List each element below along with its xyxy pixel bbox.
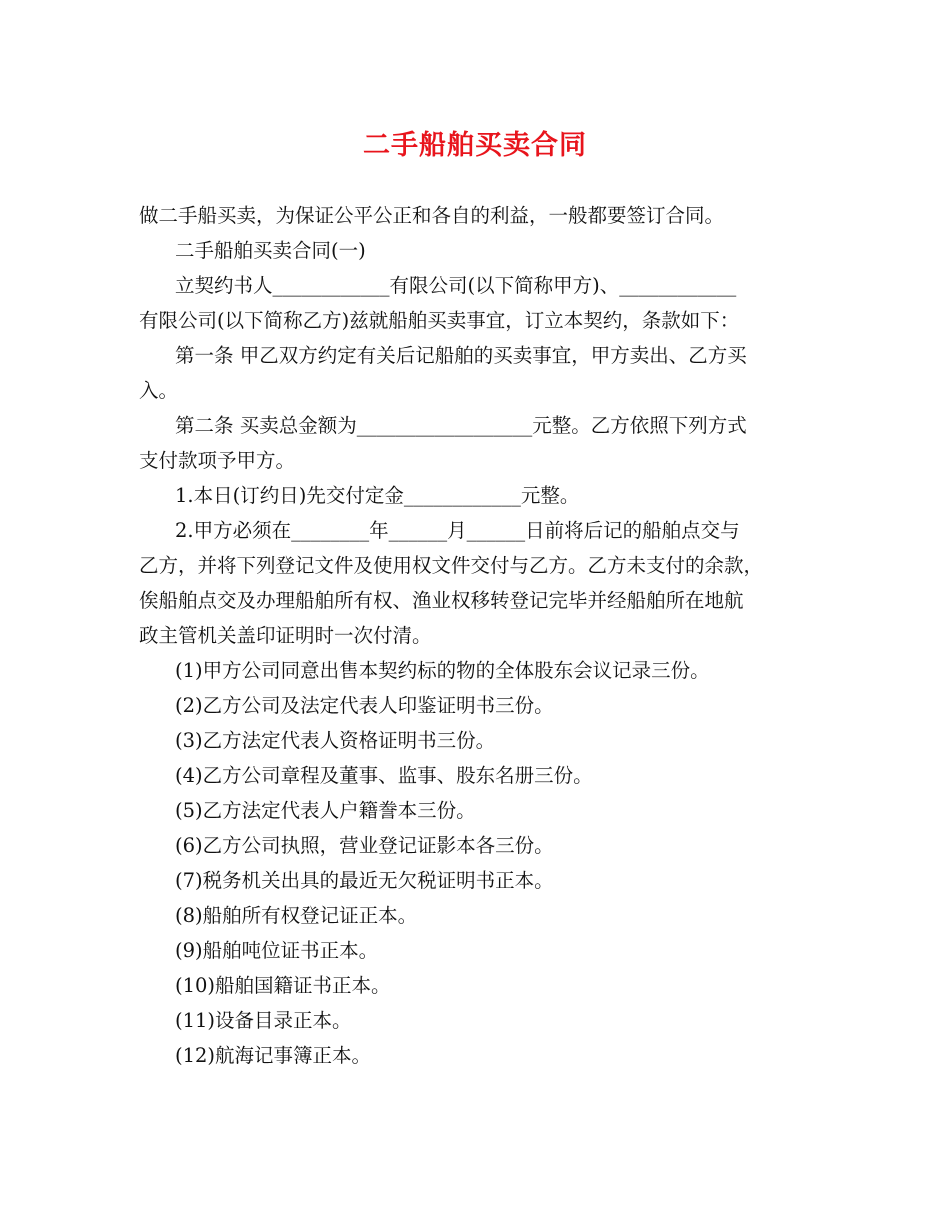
paragraph-line: (6)乙方公司执照，营业登记证影本各三份。: [175, 834, 554, 857]
paragraph-line: (7)税务机关出具的最近无欠税证明书正本。: [175, 869, 554, 892]
paragraph-line: 乙方，并将下列登记文件及使用权文件交付与乙方。乙方未支付的余款，: [139, 554, 764, 577]
paragraph-line: (4)乙方公司章程及董事、监事、股东名册三份。: [175, 764, 593, 787]
document-body: [139, 198, 819, 1073]
paragraph-line: (10)船舶国籍证书正本。: [175, 974, 391, 997]
paragraph-line: (8)船舶所有权登记证正本。: [175, 904, 418, 927]
paragraph-line: (11)设备目录正本。: [175, 1009, 352, 1032]
paragraph-line: 二手船舶买卖合同(一): [175, 239, 366, 262]
paragraph-line: 政主管机关盖印证明时一次付清。: [139, 624, 432, 647]
paragraph-line: (3)乙方法定代表人资格证明书三份。: [175, 729, 496, 752]
document-title: 二手船舶买卖合同: [363, 130, 587, 161]
paragraph-line: (1)甲方公司同意出售本契约标的物的全体股东会议记录三份。: [175, 659, 710, 682]
paragraph-line: 支付款项予甲方。: [139, 449, 296, 472]
paragraph-line: 做二手船买卖，为保证公平公正和各自的利益，一般都要签订合同。: [139, 204, 725, 227]
paragraph-line: (2)乙方公司及法定代表人印鉴证明书三份。: [175, 694, 554, 717]
paragraph-line: 第二条 买卖总金额为__________________元整。乙方依照下列方式: [175, 414, 747, 437]
paragraph-line: (5)乙方法定代表人户籍誊本三份。: [175, 799, 476, 822]
paragraph-line: 俟船舶点交及办理船舶所有权、渔业权移转登记完毕并经船舶所在地航: [139, 589, 744, 612]
paragraph-line: (9)船舶吨位证书正本。: [175, 939, 379, 962]
paragraph-line: 立契约书人____________有限公司(以下简称甲方)、____________: [175, 274, 737, 297]
paragraph-line: (12)航海记事簿正本。: [175, 1044, 372, 1067]
paragraph-line: 入。: [139, 379, 179, 402]
paragraph-line: 有限公司(以下简称乙方)兹就船舶买卖事宜，订立本契约，条款如下：: [139, 309, 740, 332]
paragraph-line: 2.甲方必须在________年______月______日前将后记的船舶点交与: [175, 519, 740, 542]
paragraph-line: 1.本日(订约日)先交付定金____________元整。: [175, 484, 580, 507]
paragraph-line: 第一条 甲乙双方约定有关后记船舶的买卖事宜，甲方卖出、乙方买: [175, 344, 747, 367]
